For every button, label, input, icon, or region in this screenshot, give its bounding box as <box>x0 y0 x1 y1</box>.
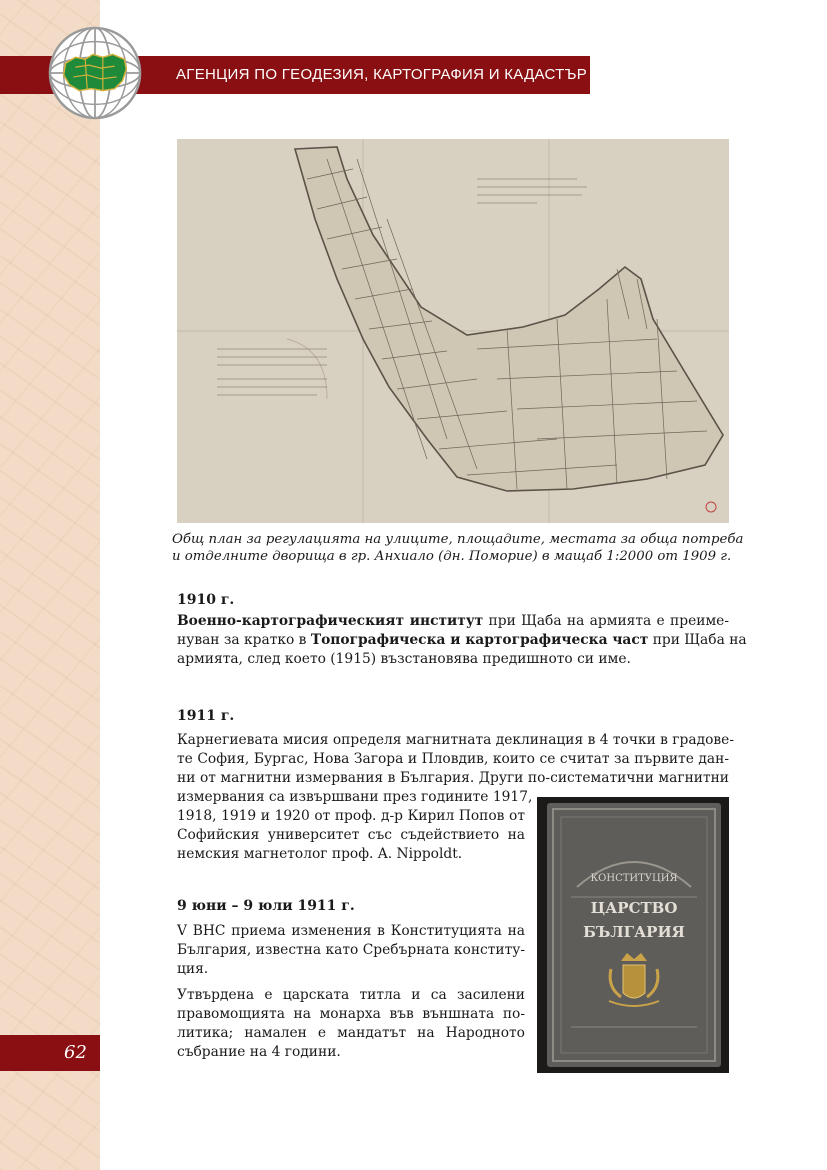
text-line: ни от магнитни измервания в България. Други по-систематични магнитни <box>177 770 729 786</box>
silver-constitution-book-image <box>537 797 729 1073</box>
year-heading-1911: 1911 г. <box>177 708 235 724</box>
text-fragment: при Щаба на <box>648 632 747 648</box>
institute-name: Военно-картографическият институт <box>177 613 484 629</box>
text-line <box>177 612 729 631</box>
paragraph-royal-title <box>177 986 525 1062</box>
paragraph-1910 <box>177 612 747 669</box>
date-heading-june-july-1911: 9 юни – 9 юли 1911 г. <box>177 898 355 914</box>
globe-with-bulgaria-map-icon <box>46 24 144 122</box>
paragraph-constitution-amendment <box>177 922 525 979</box>
page-number: 62 <box>64 1042 87 1063</box>
caption-line-1: Общ план за регулацията на улиците, площадите, местата за обща потреба <box>172 532 744 547</box>
decorative-side-strip <box>0 0 100 1170</box>
text-line: ция. <box>177 961 209 977</box>
text-line: Утвърдена е царската титла и са засилени <box>177 987 525 1003</box>
text-line: Карнегиевата мисия определя магнитната деклинация в 4 точки в градове- <box>177 732 734 748</box>
text-fragment: армията, след което (1915) възстановява предишното си име. <box>177 651 631 667</box>
text-line <box>177 650 729 669</box>
text-line: немския магнетолог проф. A. Nippoldt. <box>177 846 463 862</box>
text-line: 1918, 1919 и 1920 от проф. д-р Кирил Попов от <box>177 808 525 824</box>
book-title-line-3: БЪЛГАРИЯ <box>583 923 685 941</box>
text-line: правомощията на монарха във външната по- <box>177 1006 525 1022</box>
text-line: събрание на 4 години. <box>177 1044 341 1060</box>
text-fragment: при Щаба на армията е преиме- <box>483 613 730 629</box>
book-title-line-2: ЦАРСТВО <box>590 899 678 917</box>
agency-title: АГЕНЦИЯ ПО ГЕОДЕЗИЯ, КАРТОГРАФИЯ И КАДАСТЪР <box>176 66 588 83</box>
text-line: измервания са извършвани през годините 1917, <box>177 789 533 805</box>
caption-line-2: и отделните дворища в гр. Анхиало (дн. Поморие) в мащаб 1:2000 от 1909 г. <box>172 549 732 564</box>
year-heading-1910: 1910 г. <box>177 592 235 608</box>
new-unit-name: Топографическа и картографическа част <box>310 632 649 648</box>
text-line: те София, Бургас, Нова Загора и Пловдив, които се считат за първите дан- <box>177 751 729 767</box>
text-line: V ВНС приема изменения в Конституцията на <box>177 923 525 939</box>
text-line <box>177 631 747 650</box>
map-caption <box>172 531 744 565</box>
text-line: България, известна като Сребърната конститу- <box>177 942 525 958</box>
text-line: литика; намален е мандатът на Народното <box>177 1025 525 1041</box>
book-title-line-1: КОНСТИТУЦИЯ <box>590 873 678 884</box>
paragraph-1911-full <box>177 731 734 788</box>
paragraph-1911-narrow <box>177 788 533 864</box>
text-line: Софийския университет със съдействието на <box>177 827 525 843</box>
anhialo-regulation-plan-image <box>177 139 729 523</box>
text-fragment: нуван за кратко в <box>177 632 311 648</box>
